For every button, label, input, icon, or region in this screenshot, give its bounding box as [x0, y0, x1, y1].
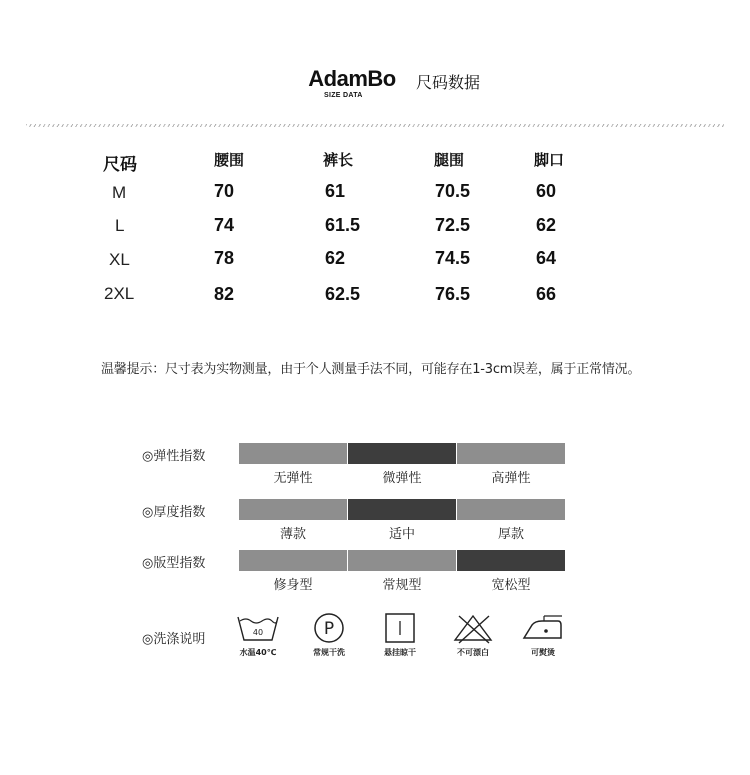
- care-item-iron: [511, 612, 575, 658]
- fit-index-bar: [239, 550, 565, 571]
- index-option: 适中: [388, 527, 415, 542]
- index-option: 修身型: [273, 578, 313, 593]
- care-label: 常规干洗: [313, 648, 345, 657]
- measurement-note: 温馨提示：尺寸表为实物测量，由于个人测量手法不同，可能存在1-3cm误差，属于正常情况。: [101, 362, 641, 377]
- index-option: 薄款: [279, 527, 306, 542]
- index-option: 厚款: [497, 527, 524, 542]
- hem-value: 60: [536, 181, 557, 201]
- size-label: L: [115, 216, 125, 235]
- index-option: 无弹性: [273, 471, 313, 486]
- length-value: 61: [325, 181, 346, 201]
- care-item-no-bleach: [441, 612, 505, 658]
- care-label: 可熨烫: [531, 648, 555, 657]
- size-table: [0, 0, 750, 320]
- care-label: 不可漂白: [457, 648, 489, 657]
- index-segment: [239, 550, 347, 571]
- column-header-thigh: 腿围: [434, 151, 465, 169]
- index-option: 宽松型: [491, 578, 531, 593]
- wash-temp-mark: 40: [252, 628, 264, 637]
- hem-value: 66: [536, 284, 557, 304]
- care-instructions-label: ◎洗涤说明: [142, 632, 206, 647]
- hang-dry-icon: [377, 612, 423, 644]
- dry-clean-mark: P: [323, 619, 335, 639]
- index-option: 高弹性: [491, 471, 531, 486]
- care-label: 水温40℃: [239, 648, 277, 657]
- thigh-value: 74.5: [435, 248, 471, 268]
- no-bleach-icon: [450, 612, 496, 644]
- index-option: 常规型: [382, 578, 422, 593]
- index-segment: [348, 443, 456, 464]
- elasticity-index-label: ◎弹性指数: [142, 449, 206, 464]
- column-header-length: 裤长: [323, 151, 354, 169]
- care-item-hang-dry: [368, 612, 432, 658]
- length-value: 62.5: [325, 284, 361, 304]
- column-header-waist: 腰围: [214, 151, 245, 169]
- index-segment: [239, 443, 347, 464]
- thickness-index-label: ◎厚度指数: [142, 505, 206, 520]
- waist-value: 70: [214, 181, 235, 201]
- care-label: 悬挂晾干: [384, 648, 416, 657]
- waist-value: 82: [214, 284, 235, 304]
- brand-name: AdamBo: [308, 66, 396, 91]
- length-value: 62: [325, 248, 346, 268]
- waist-value: 74: [214, 215, 235, 235]
- column-header-size: 尺码: [103, 155, 137, 175]
- thigh-value: 72.5: [435, 215, 471, 235]
- iron-icon: [518, 612, 568, 644]
- waist-value: 78: [214, 248, 235, 268]
- thigh-value: 70.5: [435, 181, 471, 201]
- size-label: 2XL: [104, 284, 135, 303]
- care-item-dry-clean: [297, 612, 361, 658]
- index-segment: [457, 443, 565, 464]
- fit-index-label: ◎版型指数: [142, 556, 206, 571]
- hem-value: 62: [536, 215, 557, 235]
- elasticity-index-bar: [239, 443, 565, 464]
- care-item-wash: [226, 612, 290, 658]
- index-segment: [457, 499, 565, 520]
- index-segment: [457, 550, 565, 571]
- dry-clean-p-icon: [306, 612, 352, 644]
- column-header-hem: 脚口: [534, 151, 565, 169]
- page-title: 尺码数据: [416, 73, 481, 92]
- index-option: 微弹性: [382, 471, 422, 486]
- thigh-value: 76.5: [435, 284, 471, 304]
- hem-value: 64: [536, 248, 557, 268]
- index-segment: [348, 550, 456, 571]
- index-segment: [348, 499, 456, 520]
- thickness-index-bar: [239, 499, 565, 520]
- brand-subtitle: SIZE DATA: [324, 92, 363, 99]
- index-segment: [239, 499, 347, 520]
- size-label: XL: [109, 250, 130, 269]
- size-label: M: [112, 183, 127, 202]
- wash-40-icon: [235, 612, 281, 644]
- length-value: 61.5: [325, 215, 361, 235]
